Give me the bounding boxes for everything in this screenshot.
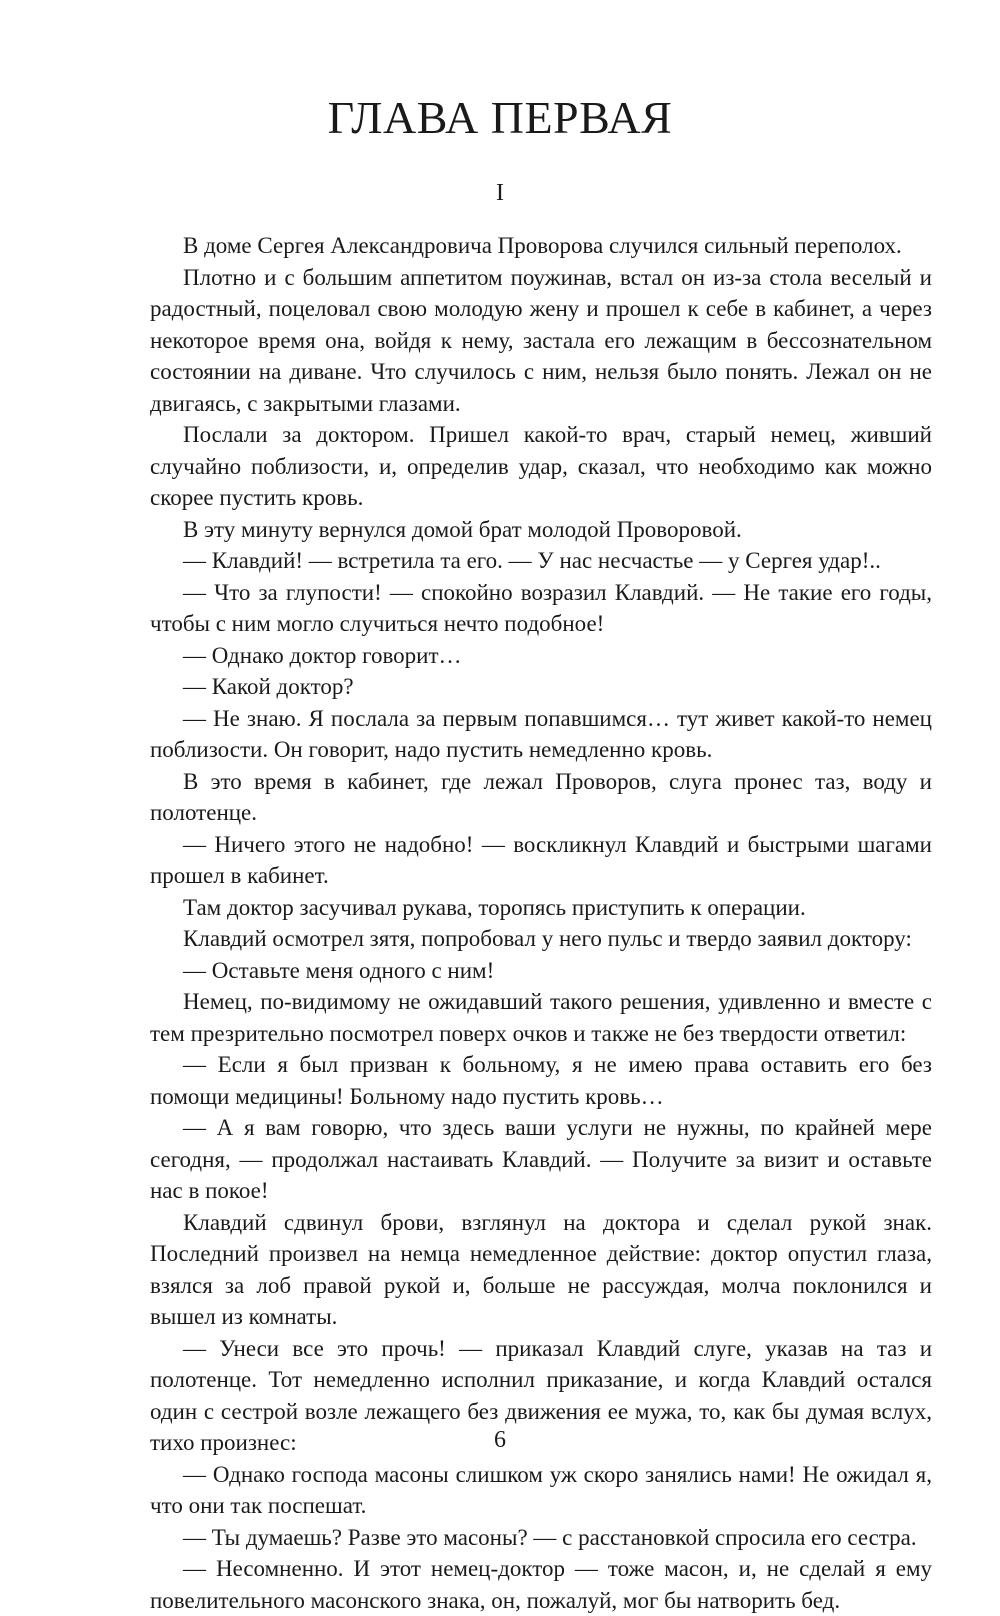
paragraph: — Несомненно. И этот немец-доктор — тоже масон, и, не сделай я ему повелительного масонского знака, он, пожалуй, мог бы натворить бед. xyxy=(150,1556,932,1613)
paragraph: В доме Сергея Александровича Проворова случился сильный переполох. xyxy=(183,233,902,258)
paragraph: — Какой доктор? xyxy=(183,674,354,699)
paragraph: Послали за доктором. Пришел какой-то врач, старый немец, живший случайно поблизости, и, определив удар, сказал, что необходимо как можно скорее пустить кровь. xyxy=(150,422,932,510)
paragraph: — Однако господа масоны слишком уж скоро занялись нами! Не ожидал я, что они так поспешат. xyxy=(150,1461,932,1518)
paragraph: Там доктор засучивал рукава, торопясь приступить к операции. xyxy=(183,894,806,920)
paragraph: — Однако доктор говорит… xyxy=(183,642,462,668)
paragraph: В эту минуту вернулся домой брат молодой Проворовой. xyxy=(183,516,742,542)
paragraph: — Ничего этого не надобно! — воскликнул Клавдий и быстрыми шагами прошел в кабинет. xyxy=(150,831,932,888)
chapter-text xyxy=(150,230,932,1616)
paragraph: — А я вам говорю, что здесь ваши услуги не нужны, по крайней мере сегодня, — продолжал настаивать Клавдий. — Получите за визит и оставьте нас в покое! xyxy=(150,1115,932,1203)
paragraph: Плотно и с большим аппетитом поужинав, встал он из-за стола веселый и радостный, поцеловал свою молодую жену и прошел к себе в кабинет, а через некоторое время она, войдя к нему, застала его лежащим в бессознательном состоянии на диване. Что случилось с ним, нельзя было понять. Лежал он не двигаясь, с закрытыми глазами. xyxy=(150,264,932,416)
section-number: I xyxy=(496,180,504,206)
paragraph: В это время в кабинет, где лежал Проворов, слуга пронес таз, воду и полотенце. xyxy=(150,768,932,825)
paragraph: Клавдий сдвинул брови, взглянул на доктора и сделал рукой знак. Последний произвел на немца немедленное действие: доктор опустил глаза, взялся за лоб правой рукой и, больше не рассуждая, молча поклонился и вышел из комнаты. xyxy=(150,1209,932,1329)
page-number: 6 xyxy=(494,1427,506,1453)
paragraph: — Унеси все это прочь! — приказал Клавдий слуге, указав на таз и полотенце. Тот немедленно исполнил приказание, и когда Клавдий остался один с сестрой возле лежащего без движения ее мужа, то, как бы думая вслух, тихо произнес: xyxy=(150,1335,932,1455)
paragraph: — Ты думаешь? Разве это масоны? — с расстановкой спросила его сестра. xyxy=(183,1524,917,1550)
paragraph: Немец, по-видимому не ожидавший такого решения, удивленно и вместе с тем презрительно посмотрел поверх очков и также не без твердости ответил: xyxy=(150,989,932,1046)
paragraph: — Оставьте меня одного с ним! xyxy=(183,957,495,983)
paragraph: — Не знаю. Я послала за первым попавшимся… тут живет какой-то немец поблизости. Он говорит, надо пустить немедленно кровь. xyxy=(150,705,932,762)
paragraph: — Что за глупости! — спокойно возразил Клавдий. — Не такие его годы, чтобы с ним могло случиться нечто подобное! xyxy=(150,579,932,636)
paragraph: — Если я был призван к больному, я не имею права оставить его без помощи медицины! Больному надо пустить кровь… xyxy=(150,1052,932,1109)
chapter-title: ГЛАВА ПЕРВАЯ xyxy=(327,92,673,143)
paragraph: Клавдий осмотрел зятя, попробовал у него пульс и твердо заявил доктору: xyxy=(183,926,912,951)
paragraph: — Клавдий! — встретила та его. — У нас несчастье — у Сергея удар!.. xyxy=(183,548,881,573)
